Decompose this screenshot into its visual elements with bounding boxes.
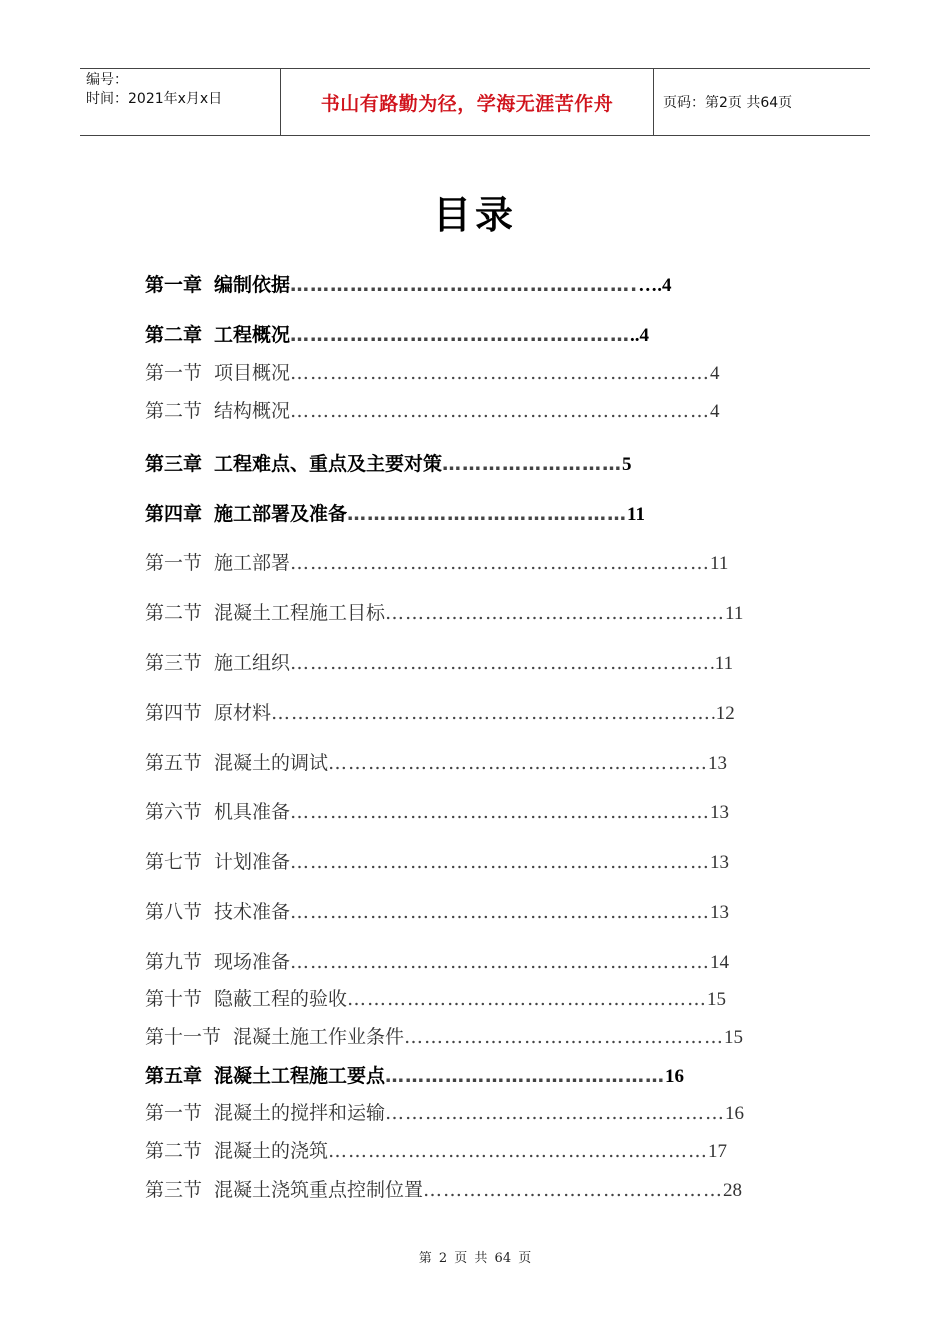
- toc-title: 混凝土工程施工要点: [214, 1065, 386, 1087]
- toc-title: 工程难点、重点及主要对策: [214, 453, 443, 475]
- toc-number: 第二节: [145, 400, 203, 422]
- toc-leader-dots: ………………………………………………………: [290, 652, 711, 674]
- toc-page-number: .12: [711, 703, 735, 724]
- toc-title: 混凝土浇筑重点控制位置: [214, 1179, 424, 1201]
- toc-number: 第一节: [145, 362, 203, 384]
- toc-leader-dots: ………………………………………………………: [290, 400, 711, 422]
- toc-title: 原材料: [214, 702, 272, 724]
- toc-page-number: 5: [622, 454, 632, 475]
- toc-leader-dots: ……………………………………………: [385, 602, 726, 624]
- toc-entry[interactable]: [145, 396, 785, 426]
- toc-leader-dots: ………………………………………………………: [290, 362, 711, 384]
- toc-title: 施工组织: [214, 652, 291, 674]
- toc-number: 第三章: [145, 453, 203, 475]
- toc-entry[interactable]: [145, 947, 785, 977]
- toc-entry[interactable]: [145, 1098, 785, 1128]
- toc-leader-dots: ……………………………………: [347, 503, 628, 525]
- toc-title: 混凝土的调试: [214, 752, 329, 774]
- toc-page-number: ..4: [630, 325, 650, 346]
- toc-entry[interactable]: [145, 698, 785, 728]
- toc-number: 第二节: [145, 1140, 203, 1162]
- toc-leader-dots: ……………………………………………: [290, 324, 631, 346]
- time-label: 时间：2021年x月x日: [86, 91, 223, 107]
- toc-title: 现场准备: [214, 951, 291, 973]
- toc-title: 隐蔽工程的验收: [214, 988, 348, 1010]
- toc-leader-dots: ………………………………………………………: [290, 951, 711, 973]
- toc-title: 混凝土的浇筑: [214, 1140, 329, 1162]
- toc-title: 混凝土工程施工目标: [214, 602, 386, 624]
- toc-title: 结构概况: [214, 400, 291, 422]
- toc-entry[interactable]: [145, 358, 785, 388]
- toc-number: 第一节: [145, 1102, 203, 1124]
- toc-page-number: 11: [725, 603, 744, 624]
- toc-entry[interactable]: [145, 320, 785, 350]
- toc-entry[interactable]: [145, 548, 785, 578]
- toc-page-number: 15: [707, 989, 727, 1010]
- toc-entry[interactable]: [145, 897, 785, 927]
- toc-leader-dots: ………………………………………: [423, 1179, 724, 1201]
- toc-number: 第二节: [145, 602, 203, 624]
- toc-entry[interactable]: [145, 1175, 785, 1205]
- toc-entry[interactable]: [145, 449, 785, 479]
- toc-title: 混凝土的搅拌和运输: [214, 1102, 386, 1124]
- toc-number: 第一节: [145, 552, 203, 574]
- toc-number: 第一章: [145, 274, 203, 296]
- toc-leader-dots: …………………………………………………: [328, 752, 709, 774]
- toc-title: 计划准备: [214, 851, 291, 873]
- toc-number: 第五节: [145, 752, 203, 774]
- toc-leader-dots: …………………………………………………: [328, 1140, 709, 1162]
- toc-number: 第四章: [145, 503, 203, 525]
- toc-entry[interactable]: [145, 598, 785, 628]
- toc-entry[interactable]: [145, 1061, 785, 1091]
- toc-page-number: 4: [710, 363, 720, 384]
- toc-number: 第四节: [145, 702, 203, 724]
- toc-page-number: 4: [710, 401, 720, 422]
- toc-number: 第二章: [145, 324, 203, 346]
- toc-number: 第九节: [145, 951, 203, 973]
- toc-leader-dots: ………………………………………………………: [290, 552, 711, 574]
- toc-page-number: 13: [710, 902, 730, 923]
- toc-page-number: ….4: [638, 275, 672, 296]
- toc-leader-dots: ……………………………………………: [385, 1102, 726, 1124]
- toc-title: 混凝土施工作业条件: [233, 1026, 405, 1048]
- toc-page-number: 14: [710, 952, 730, 973]
- toc-entry[interactable]: [145, 1136, 785, 1166]
- toc-page-number: 17: [708, 1141, 728, 1162]
- toc-number: 第三节: [145, 1179, 203, 1201]
- toc-entry[interactable]: [145, 984, 785, 1014]
- toc-title: 施工部署及准备: [214, 503, 348, 525]
- header-page-info: 页码：第2页 共64页: [663, 95, 793, 111]
- toc-entry[interactable]: [145, 797, 785, 827]
- toc-leader-dots: ……………………………………: [385, 1065, 666, 1087]
- toc-page-number: .11: [710, 653, 734, 674]
- toc-number: 第五章: [145, 1065, 203, 1087]
- toc-leader-dots: …………………………………………: [404, 1026, 725, 1048]
- toc-page-number: 11: [627, 504, 645, 525]
- toc-page-number: 11: [710, 553, 729, 574]
- toc-entry[interactable]: [145, 1022, 785, 1052]
- toc-entry[interactable]: [145, 748, 785, 778]
- toc-leader-dots: ………………………………………………………: [290, 801, 711, 823]
- toc-title: 编制依据: [214, 274, 291, 296]
- toc-page-number: 16: [665, 1066, 685, 1087]
- toc-title: 工程概况: [214, 324, 291, 346]
- toc-page-number: 13: [710, 852, 730, 873]
- toc-entry[interactable]: [145, 270, 785, 300]
- toc-leader-dots: ………………………………………………………: [290, 851, 711, 873]
- toc-title: 技术准备: [214, 901, 291, 923]
- page-footer: 第 2 页 共 64 页: [418, 1251, 532, 1266]
- code-label: 编号：: [86, 72, 128, 88]
- toc-number: 第六节: [145, 801, 203, 823]
- toc-entry[interactable]: [145, 648, 785, 678]
- toc-title: 机具准备: [214, 801, 291, 823]
- toc-title: 项目概况: [214, 362, 291, 384]
- toc-title: 施工部署: [214, 552, 291, 574]
- toc-leader-dots: ………………………………………………: [347, 988, 708, 1010]
- toc-entry[interactable]: [145, 847, 785, 877]
- toc-page-number: 13: [710, 802, 730, 823]
- toc-leader-dots: …………………………………………………………: [271, 702, 712, 724]
- header-motto: 书山有路勤为径，学海无涯苦作舟: [281, 69, 654, 135]
- toc-number: 第十一节: [145, 1026, 222, 1048]
- toc-entry[interactable]: [145, 499, 785, 529]
- header-meta: [80, 69, 281, 135]
- toc-leader-dots: ………………………………………………………: [290, 901, 711, 923]
- toc-number: 第十节: [145, 988, 203, 1010]
- toc-page-number: 13: [708, 753, 728, 774]
- toc-number: 第七节: [145, 851, 203, 873]
- toc-page-number: 16: [725, 1103, 745, 1124]
- toc-number: 第八节: [145, 901, 203, 923]
- document-title: 目录: [432, 193, 517, 237]
- toc-leader-dots: …………………………………………….: [290, 274, 639, 296]
- page-header: [80, 68, 870, 136]
- toc-leader-dots: ………………………: [442, 453, 623, 475]
- toc-page-number: 28: [723, 1180, 743, 1201]
- toc-page-number: 15: [724, 1027, 744, 1048]
- toc-number: 第三节: [145, 652, 203, 674]
